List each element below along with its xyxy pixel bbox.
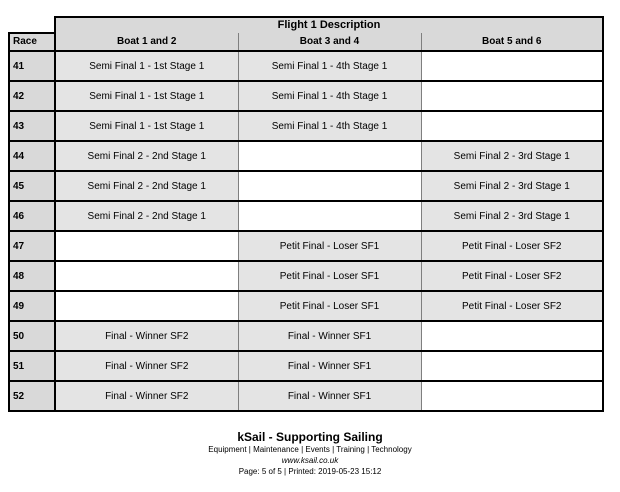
- table-cell: Petit Final - Loser SF2: [421, 231, 603, 261]
- table-row: [9, 201, 603, 231]
- race-number: 46: [9, 201, 55, 231]
- race-number: 42: [9, 81, 55, 111]
- title-row: [9, 17, 603, 33]
- table-cell: [238, 201, 421, 231]
- race-rows: [9, 51, 603, 411]
- table-cell: [421, 81, 603, 111]
- table-cell: Semi Final 1 - 4th Stage 1: [238, 111, 421, 141]
- table-title: Flight 1 Description: [55, 17, 603, 33]
- race-number: 43: [9, 111, 55, 141]
- footer-url: www.ksail.co.uk: [281, 456, 339, 465]
- table-cell: Semi Final 1 - 4th Stage 1: [238, 51, 421, 81]
- table-row: [9, 321, 603, 351]
- table-cell: [421, 111, 603, 141]
- table-cell: Semi Final 2 - 3rd Stage 1: [421, 141, 603, 171]
- table-cell: Semi Final 2 - 3rd Stage 1: [421, 201, 603, 231]
- schedule-sheet: [8, 16, 604, 412]
- table-cell: Petit Final - Loser SF1: [238, 261, 421, 291]
- race-number: 47: [9, 231, 55, 261]
- table-cell: Semi Final 1 - 1st Stage 1: [55, 81, 238, 111]
- table-cell: Final - Winner SF2: [55, 381, 238, 411]
- race-number: 41: [9, 51, 55, 81]
- table-row: [9, 111, 603, 141]
- table-cell: Semi Final 1 - 1st Stage 1: [55, 51, 238, 81]
- table-row: [9, 291, 603, 321]
- flight-table: [8, 16, 604, 412]
- table-cell: Petit Final - Loser SF1: [238, 291, 421, 321]
- table-cell: Semi Final 1 - 4th Stage 1: [238, 81, 421, 111]
- table-cell: [55, 231, 238, 261]
- table-cell: Petit Final - Loser SF2: [421, 291, 603, 321]
- table-row: [9, 171, 603, 201]
- table-cell: Final - Winner SF1: [238, 381, 421, 411]
- table-cell: [55, 261, 238, 291]
- race-number: 44: [9, 141, 55, 171]
- table-cell: Petit Final - Loser SF1: [238, 231, 421, 261]
- table-cell: [421, 351, 603, 381]
- table-cell: [55, 291, 238, 321]
- table-row: [9, 351, 603, 381]
- table-row: [9, 51, 603, 81]
- table-cell: Semi Final 2 - 2nd Stage 1: [55, 201, 238, 231]
- race-header: Race: [9, 33, 55, 51]
- table-cell: Semi Final 2 - 3rd Stage 1: [421, 171, 603, 201]
- race-number: 45: [9, 171, 55, 201]
- page-footer: [0, 430, 620, 477]
- table-cell: [238, 171, 421, 201]
- race-number: 48: [9, 261, 55, 291]
- race-number: 50: [9, 321, 55, 351]
- footer-org-name: kSail - Supporting Sailing: [237, 430, 383, 444]
- table-cell: [421, 51, 603, 81]
- column-header-boat-3-4: Boat 3 and 4: [238, 33, 421, 51]
- table-cell: Final - Winner SF2: [55, 321, 238, 351]
- table-cell: [238, 141, 421, 171]
- column-header-row: [9, 33, 603, 51]
- table-cell: Final - Winner SF2: [55, 351, 238, 381]
- table-row: [9, 231, 603, 261]
- race-number: 51: [9, 351, 55, 381]
- table-cell: Petit Final - Loser SF2: [421, 261, 603, 291]
- table-cell: Final - Winner SF1: [238, 351, 421, 381]
- table-row: [9, 141, 603, 171]
- table-cell: Semi Final 2 - 2nd Stage 1: [55, 141, 238, 171]
- table-cell: [421, 381, 603, 411]
- table-cell: Final - Winner SF1: [238, 321, 421, 351]
- table-row: [9, 381, 603, 411]
- table-cell: Semi Final 2 - 2nd Stage 1: [55, 171, 238, 201]
- table-row: [9, 261, 603, 291]
- table-cell: [421, 321, 603, 351]
- corner-blank: [9, 17, 55, 33]
- race-number: 49: [9, 291, 55, 321]
- table-row: [9, 81, 603, 111]
- table-cell: Semi Final 1 - 1st Stage 1: [55, 111, 238, 141]
- column-header-boat-1-2: Boat 1 and 2: [55, 33, 238, 51]
- footer-page-info: Page: 5 of 5 | Printed: 2019-05-23 15:12: [238, 467, 382, 476]
- column-header-boat-5-6: Boat 5 and 6: [421, 33, 603, 51]
- race-number: 52: [9, 381, 55, 411]
- footer-tagline: Equipment | Maintenance | Events | Training | Technology: [208, 445, 412, 454]
